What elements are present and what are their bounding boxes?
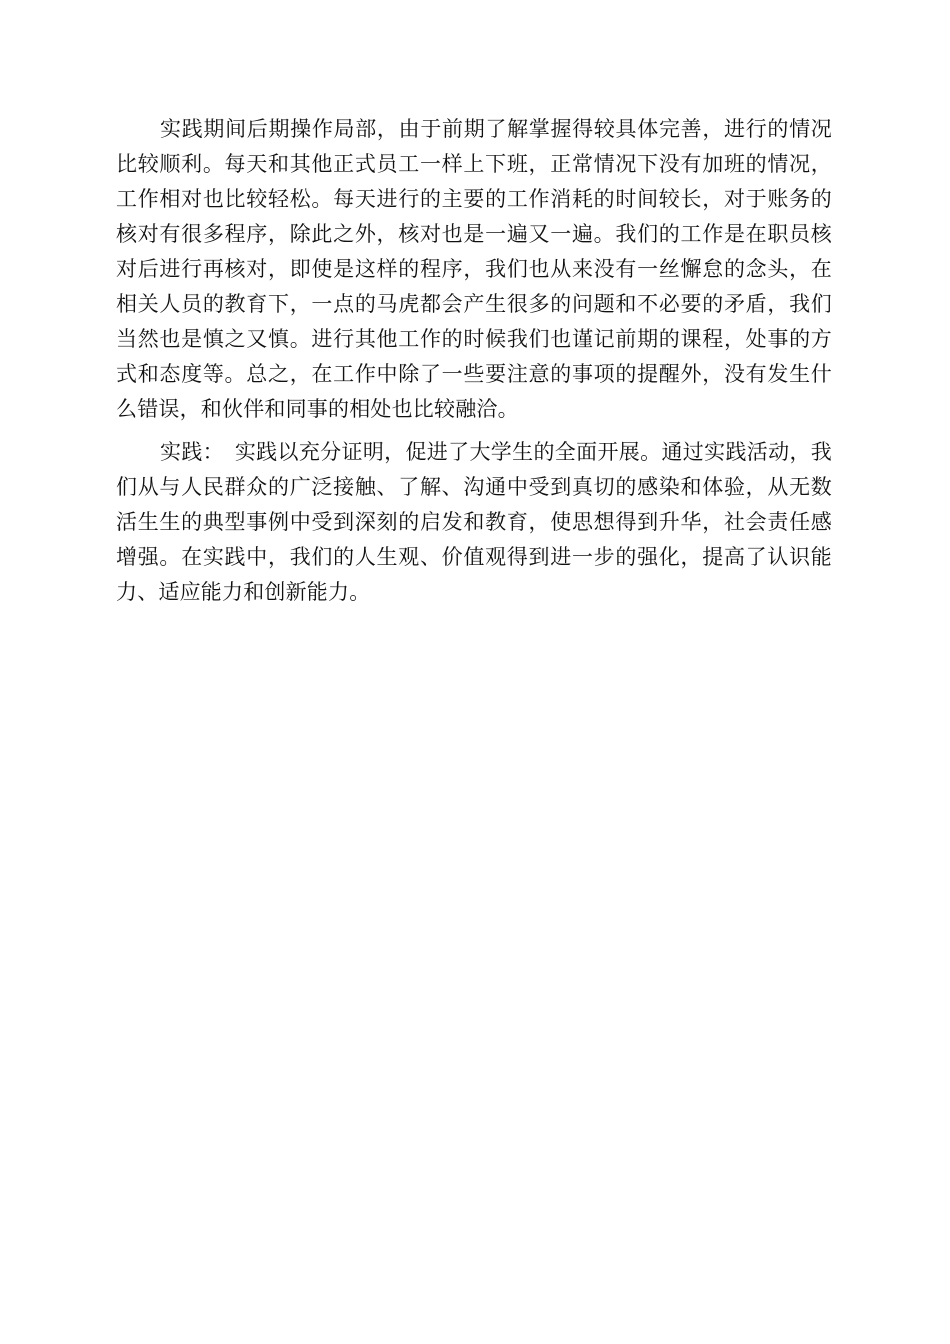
paragraph-work-summary: 实践期间后期操作局部，由于前期了解掌握得较具体完善，进行的情况比较顺利。每天和其他正式员工一样上下班，正常情况下没有加班的情况，工作相对也比较轻松。每天进行的主要的工作消耗的时间较长，对于账务的核对有很多程序，除此之外，核对也是一遍又一遍。我们的工作是在职员核对后进行再核对，即使是这样的程序，我们也从来没有一丝懈怠的念头，在相关人员的教育下，一点的马虎都会产生很多的问题和不必要的矛盾，我们当然也是慎之又慎。进行其他工作的时候我们也谨记前期的课程，处事的方式和态度等。总之，在工作中除了一些要注意的事项的提醒外，没有发生什么错误，和伙伴和同事的相处也比较融洽。 [116, 117, 832, 421]
paragraph-practice-label: 实践： [160, 440, 235, 464]
document-body [116, 112, 832, 610]
paragraph-practice-text: 实践以充分证明，促进了大学生的全面开展。通过实践活动，我们从与人民群众的广泛接触、了解、沟通中受到真切的感染和体验，从无数活生生的典型事例中受到深刻的启发和教育，使思想得到升华，社会责任感增强。在实践中，我们的人生观、价值观得到进一步的强化，提高了认识能力、适应能力和创新能力。 [116, 440, 832, 604]
paragraph-practice [116, 435, 832, 610]
